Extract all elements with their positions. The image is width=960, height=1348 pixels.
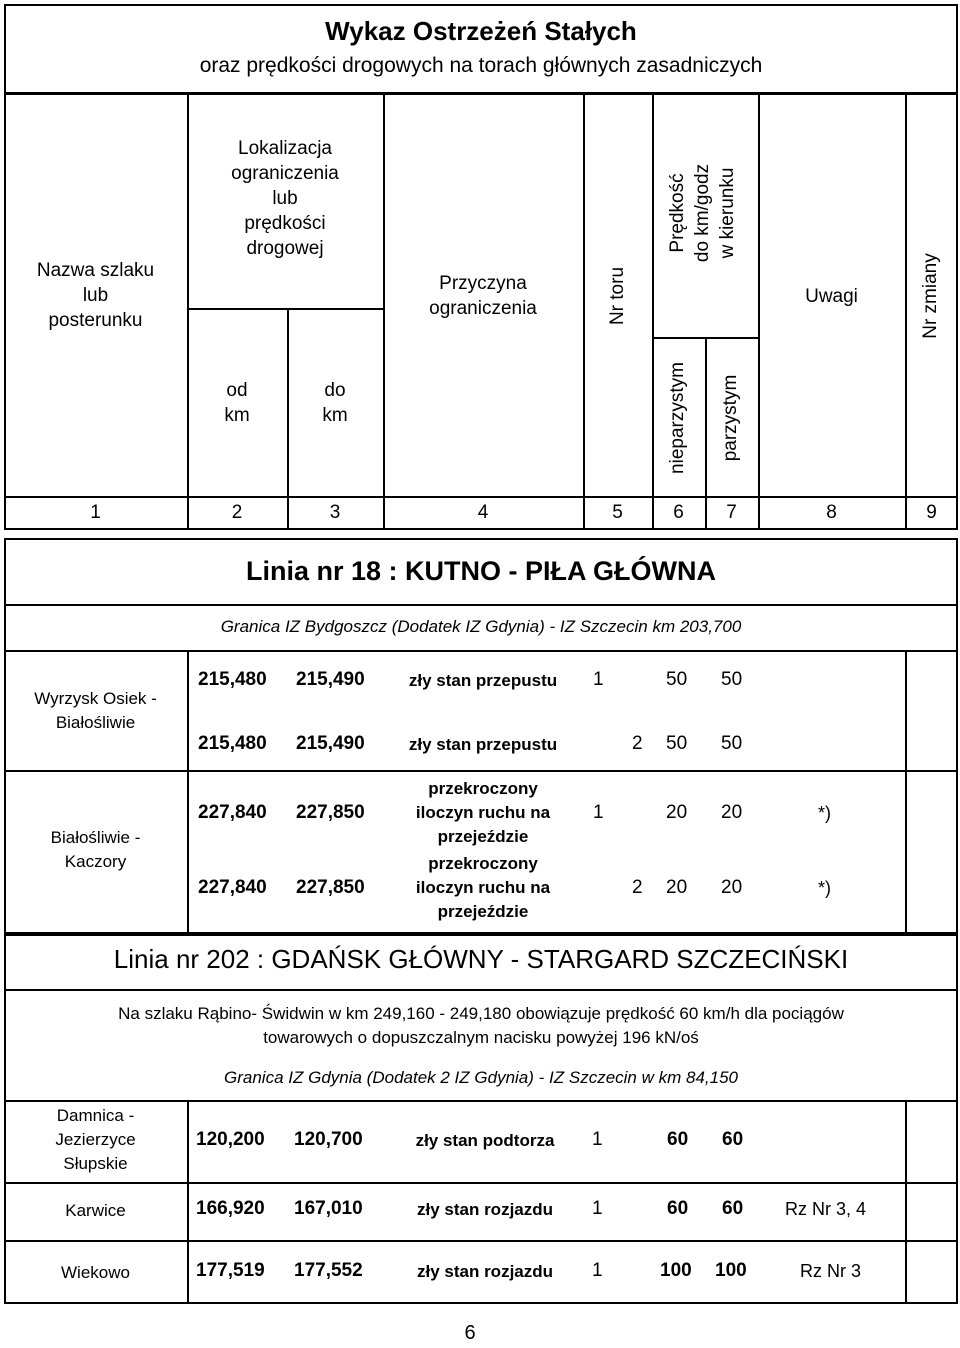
km-from: 227,840 [198,802,267,823]
reason: zły stan rozjazdu [416,1200,554,1219]
km-from: 177,519 [196,1260,265,1281]
col-number-3: 3 [329,502,341,523]
track-number: 1 [593,669,604,690]
col-even-header: parzystym [720,374,741,462]
col-number-2: 2 [231,502,243,523]
notes: Rz Nr 3 [800,1261,862,1281]
col-location-header: Lokalizacja ograniczenia lub prędkości drogowej [231,138,339,259]
col-number-5: 5 [612,502,623,523]
col-change-header: Nr zmiany [920,253,941,339]
col-from-header: od km [224,380,250,426]
track-number: 1 [592,1129,603,1150]
col-number-8: 8 [826,502,837,523]
speed-even: 100 [715,1260,747,1281]
reason: zły stan przepustu [408,671,558,690]
notes: *) [818,878,831,898]
km-from: 227,840 [198,877,267,898]
reason: przekroczony iloczyn ruchu na przejeździe [415,854,551,921]
reason: przekroczony iloczyn ruchu na przejeździe [415,779,551,846]
km-to: 177,552 [294,1260,363,1281]
km-to: 215,490 [296,733,365,754]
section-name: Wiekowo [61,1263,130,1282]
col-track-header: Nr toru [607,266,628,326]
section-name: Białośliwie - Kaczory [50,828,141,871]
line202-boundary: Granica IZ Gdynia (Dodatek 2 IZ Gdynia) - IZ Szczecin w km 84,150 [224,1068,738,1087]
notes: *) [818,803,831,823]
km-to: 227,850 [296,877,365,898]
speed-even: 20 [721,802,743,823]
page-number: 6 [464,1322,476,1344]
km-from: 215,480 [198,733,267,754]
col-odd-header: nieparzystym [667,362,688,474]
km-from: 120,200 [196,1129,265,1150]
track-number: 1 [592,1260,603,1281]
km-to: 215,490 [296,669,365,690]
col-reason-header: Przyczyna ograniczenia [429,273,537,319]
col-name-header: Nazwa szlaku lub posterunku [36,260,155,331]
page-subtitle: oraz prędkości drogowych na torach głównych zasadniczych [199,54,763,77]
col-number-6: 6 [673,502,684,523]
km-to: 167,010 [294,1198,363,1219]
km-to: 227,850 [296,802,365,823]
section-name: Wyrzysk Osiek - Białośliwie [34,689,157,732]
col-notes-header: Uwagi [805,286,858,307]
speed-odd: 50 [666,669,688,690]
reason: zły stan rozjazdu [416,1262,554,1281]
reason: zły stan przepustu [408,735,558,754]
speed-even: 20 [721,877,743,898]
track-number: 2 [632,877,643,898]
line202-title: Linia nr 202 : GDAŃSK GŁÓWNY - STARGARD SZCZECIŃSKI [113,944,849,974]
speed-odd: 20 [666,802,688,823]
reason: zły stan podtorza [415,1131,555,1150]
line18-boundary: Granica IZ Bydgoszcz (Dodatek IZ Gdynia) - IZ Szczecin km 203,700 [220,617,742,636]
col-number-7: 7 [726,502,737,523]
km-to: 120,700 [294,1129,363,1150]
track-number: 1 [593,802,604,823]
col-number-9: 9 [926,502,937,523]
km-from: 166,920 [196,1198,265,1219]
track-number: 2 [632,733,643,754]
speed-even: 50 [721,669,743,690]
speed-odd: 100 [660,1260,692,1281]
section-name: Karwice [65,1201,126,1220]
page-title: Wykaz Ostrzeżeń Stałych [325,16,637,46]
km-from: 215,480 [198,669,267,690]
speed-odd: 50 [666,733,688,754]
line202-note: Na szlaku Rąbino- Świdwin w km 249,160 - 249,180 obowiązuje prędkość 60 km/h dla pociągów towarowych o dopuszczalnym nacisku powyżej 196 kN/oś [118,1004,844,1047]
col-speed-header: Prędkość do km/godz w kierunku [667,163,738,263]
speed-odd: 60 [667,1129,689,1150]
section-name: Damnica - Jezierzyce Słupskie [55,1106,136,1173]
line18-title: Linia nr 18 : KUTNO - PIŁA GŁÓWNA [246,556,716,586]
speed-odd: 20 [666,877,688,898]
speed-odd: 60 [667,1198,689,1219]
col-number-4: 4 [477,502,489,523]
speed-even: 60 [722,1129,744,1150]
track-number: 1 [592,1198,603,1219]
notes: Rz Nr 3, 4 [785,1199,867,1219]
speed-even: 60 [722,1198,744,1219]
speed-even: 50 [721,733,743,754]
col-to-header: do km [322,380,348,426]
col-number-1: 1 [90,502,101,523]
